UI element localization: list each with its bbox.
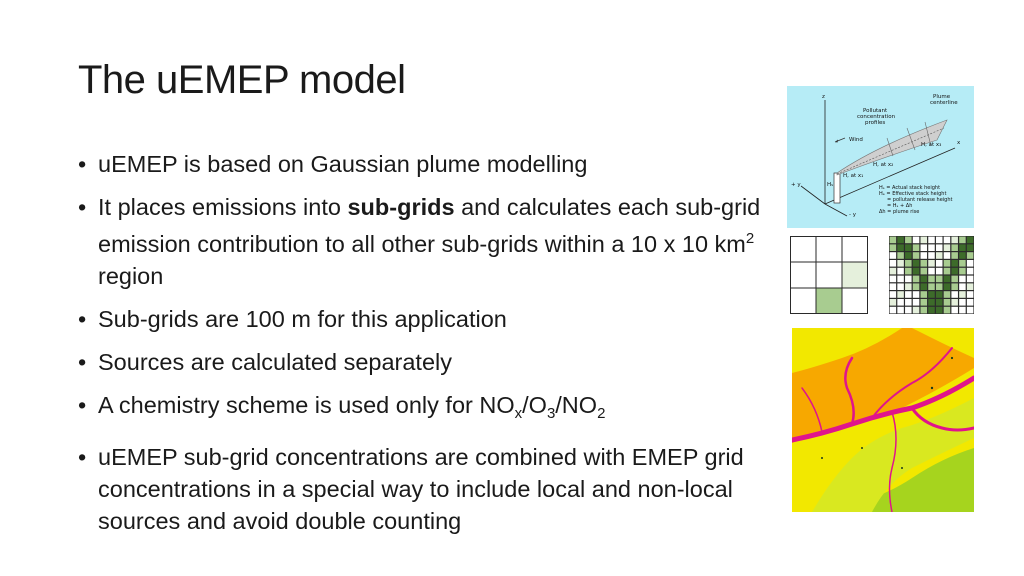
bullet-sub-grids: • It places emissions into sub-grids and calculates each sub-grid emission contribution to all other sub-grids within a 10 x 10 $km^2$ region [78,191,768,292]
svg-text:Δh = plume rise: Δh = plume rise [879,209,920,215]
bullet-grid-size: • Sub-grids are 100 m for this application [78,303,768,335]
svg-text:Hₛ: Hₛ [827,182,834,188]
wind-label: Wind [849,137,863,143]
bullet-gaussian: • uEMEP is based on Gaussian plume modelling [78,148,768,180]
bullet-chemistry: • A chemistry scheme is used only for $NO_x/O_3/NO_2$ [78,389,768,430]
svg-text:Hₑ = Effective stack height: Hₑ = Effective stack height [879,191,947,197]
svg-text:centerline: centerline [930,100,958,106]
y-plus-label: + y [791,182,801,188]
y-minus-label: - y [849,212,856,218]
svg-text:Hₛ = Actual stack height: Hₛ = Actual stack height [879,185,941,191]
three-by-three-grid [790,236,868,314]
svg-text:= pollutant release height: = pollutant release height [887,197,953,203]
svg-text:Plume: Plume [933,94,951,100]
slide-title: The uEMEP model [78,58,406,102]
svg-text:H, at x₂: H, at x₂ [873,162,894,168]
svg-text:Pollutant: Pollutant [863,108,888,114]
svg-text:profiles: profiles [865,120,886,126]
bullet-list [78,148,768,548]
svg-text:= Hₛ + Δh: = Hₛ + Δh [887,203,913,209]
fine-sub-grid [889,236,974,314]
svg-text:H, at x₃: H, at x₃ [921,142,942,148]
concentration-map [792,328,974,512]
svg-text:concentration: concentration [857,114,896,120]
bullet-sources: • Sources are calculated separately [78,346,768,378]
svg-text:H, at x₁: H, at x₁ [843,173,864,179]
z-axis-label: z [822,94,825,100]
bullet-combination: • uEMEP sub-grid concentrations are combined with EMEP grid concentrations in a special way to include local and non-local sources and avoid double counting [78,441,768,537]
x-axis-label: x [957,140,961,146]
plume-diagram [787,86,974,228]
sub-grids-term: sub-grids [347,194,455,220]
